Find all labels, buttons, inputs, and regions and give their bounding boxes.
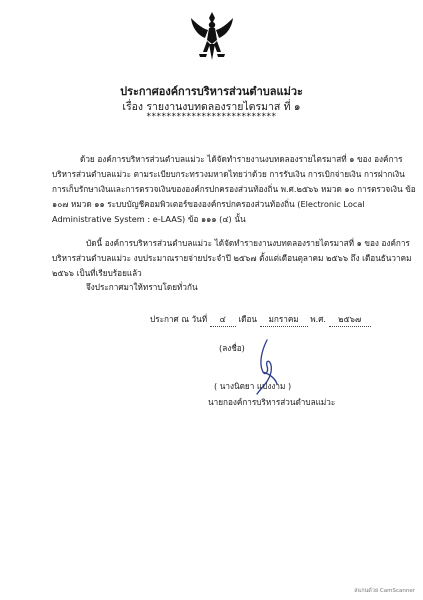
- document-title: ประกาศองค์การบริหารส่วนตำบลแม่วะ: [120, 85, 303, 98]
- date-month-label: เดือน: [238, 314, 257, 324]
- paragraph-1-line: การเก็บรักษาเงินและการตรวจเงินขององค์กรปกครองส่วนท้องถิ่น พ.ศ.๒๕๖๖ หมวด ๑๐ การตรวจเงิน ข้อ: [52, 184, 416, 194]
- signer-name: ( นางนิตยา แปงงาม ): [214, 381, 292, 391]
- scanner-watermark: สแกนด้วย CamScanner: [354, 588, 415, 594]
- paragraph-2-line: บริหารส่วนตำบลแม่วะ งบประมาณรายจ่ายประจำปี ๒๕๖๗ ตั้งแต่เดือนตุลาคม ๒๕๖๖ ถึง เดือนธันวาคม: [52, 253, 412, 263]
- sign-label: (ลงชื่อ): [219, 343, 245, 353]
- paragraph-1-line: ๑๐๗ หมวด ๑๑ ระบบบัญชีคอมพิวเตอร์ขององค์กรปกครองส่วนท้องถิ่น (Electronic Local: [52, 199, 365, 209]
- separator-stars: **************************: [146, 112, 277, 122]
- date-prefix: ประกาศ ณ วันที่: [150, 314, 208, 324]
- date-day: ๔: [210, 313, 236, 327]
- date-year-label: พ.ศ.: [310, 314, 327, 324]
- announcement-line: จึงประกาศมาให้ทราบโดยทั่วกัน: [86, 282, 198, 292]
- paragraph-1-line: ด้วย องค์การบริหารส่วนตำบลแม่วะ ได้จัดทำรายงานงบทดลองรายไตรมาสที่ ๑ ของ องค์การ: [80, 154, 403, 164]
- date-year: ๒๕๖๗: [329, 313, 371, 327]
- paragraph-2-line: บัดนี้ องค์การบริหารส่วนตำบลแม่วะ ได้จัดทำรายงานงบทดลองรายไตรมาสที่ ๑ ของ องค์การ: [86, 238, 410, 248]
- signer-position: นายกองค์การบริหารส่วนตำบลแม่วะ: [208, 397, 336, 407]
- paragraph-2: [52, 236, 412, 281]
- garuda-emblem-icon: [189, 10, 235, 64]
- paragraph-2-line: ๒๕๖๖ เป็นที่เรียบร้อยแล้ว: [52, 268, 142, 278]
- paragraph-1: [52, 152, 416, 227]
- paragraph-1-line: Administrative System : e-LAAS) ข้อ ๑๑๑ (๔) นั้น: [52, 214, 246, 224]
- date-line: [150, 313, 371, 327]
- date-month: มกราคม: [260, 313, 308, 327]
- document-subject: เรื่อง รายงานงบทดลองรายไตรมาส ที่ ๑: [122, 101, 301, 113]
- paragraph-1-line: บริหารส่วนตำบลแม่วะ ตามระเบียบกระทรวงมหาดไทยว่าด้วย การรับเงิน การเบิกจ่ายเงิน การฝากเงิน: [52, 169, 405, 179]
